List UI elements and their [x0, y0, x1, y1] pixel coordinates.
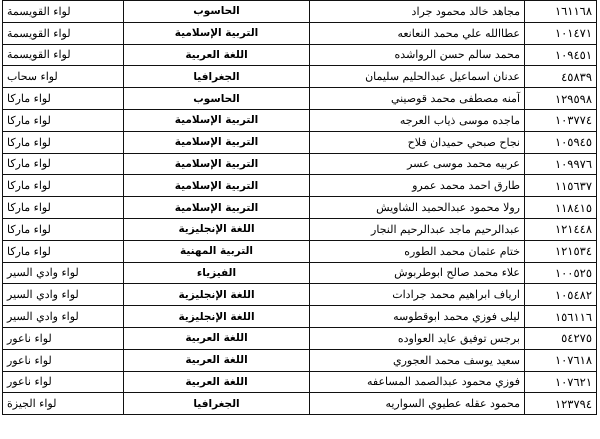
id-number-cell: ١٠٧٦٢١	[525, 371, 597, 393]
region-text: لواء القويسمة	[7, 26, 71, 40]
name-cell: ختام عثمان محمد الطوره	[310, 240, 525, 262]
table-row	[3, 197, 597, 219]
table-row	[3, 306, 597, 328]
table-row	[3, 393, 597, 415]
region-text: لواء الجيزة	[7, 397, 57, 411]
subject-cell: اللغة الإنجليزية	[124, 306, 310, 328]
table-row	[3, 153, 597, 175]
name-cell: محمد سالم حسن الرواشده	[310, 44, 525, 66]
subject-cell: اللغة العربية	[124, 327, 310, 349]
region-cell	[3, 240, 124, 262]
region-text: لواء ناعور	[7, 331, 52, 345]
id-number-cell: ١٠٩٤٥١	[525, 44, 597, 66]
region-text: لواء ماركا	[7, 222, 51, 236]
name-cell: برجس توفيق عايد العواوده	[310, 327, 525, 349]
region-cell	[3, 22, 124, 44]
table-row	[3, 1, 597, 23]
name-cell: رولا محمود عبدالحميد الشاويش	[310, 197, 525, 219]
id-number-cell: ٥٤٢٧٥	[525, 327, 597, 349]
name-cell: عدنان اسماعيل عبدالحليم سليمان	[310, 66, 525, 88]
subject-cell: التربية الإسلامية	[124, 131, 310, 153]
region-text: لواء ماركا	[7, 92, 51, 106]
name-cell: فوزي محمود عبدالصمد المساعفه	[310, 371, 525, 393]
name-cell: مجاهد خالد محمود جراد	[310, 1, 525, 23]
name-cell: عربيه محمد موسى عسر	[310, 153, 525, 175]
table-row	[3, 262, 597, 284]
region-text: لواء ناعور	[7, 353, 52, 367]
region-cell	[3, 88, 124, 110]
subject-cell: التربية الإسلامية	[124, 197, 310, 219]
subject-cell: التربية الإسلامية	[124, 109, 310, 131]
id-number-cell: ١١٨٤١٥	[525, 197, 597, 219]
id-number-cell: ١٠٣٧٧٤	[525, 109, 597, 131]
region-text: لواء وادي السير	[7, 288, 79, 302]
region-text: لواء وادي السير	[7, 266, 79, 280]
id-number-cell: ١٦١١٦٨	[525, 1, 597, 23]
table-row	[3, 284, 597, 306]
subject-cell: الحاسوب	[124, 1, 310, 23]
id-number-cell: ١٢١٥٣٤	[525, 240, 597, 262]
region-cell	[3, 262, 124, 284]
table-row	[3, 88, 597, 110]
region-cell	[3, 44, 124, 66]
table-row	[3, 327, 597, 349]
region-cell	[3, 218, 124, 240]
id-number-cell: ١٢١٤٤٨	[525, 218, 597, 240]
subject-cell: الفيزياء	[124, 262, 310, 284]
region-cell	[3, 1, 124, 23]
region-cell	[3, 284, 124, 306]
subject-cell: اللغة الإنجليزية	[124, 218, 310, 240]
table-row	[3, 44, 597, 66]
region-cell	[3, 109, 124, 131]
id-number-cell: ١٠٠٥٢٥	[525, 262, 597, 284]
region-text: لواء ماركا	[7, 157, 51, 171]
subject-cell: اللغة العربية	[124, 44, 310, 66]
id-number-cell: ١٠٥٩٤٥	[525, 131, 597, 153]
roster-table-body	[3, 1, 597, 415]
subject-cell: التربية المهنية	[124, 240, 310, 262]
id-number-cell: ١٠٧٦١٨	[525, 349, 597, 371]
id-number-cell: ١٠٥٤٨٢	[525, 284, 597, 306]
name-cell: محمود عقله عطيوي السواريه	[310, 393, 525, 415]
id-number-cell: ٤٥٨٣٩	[525, 66, 597, 88]
name-cell: طارق احمد محمد عمرو	[310, 175, 525, 197]
region-cell	[3, 197, 124, 219]
table-row	[3, 218, 597, 240]
region-text: لواء وادي السير	[7, 310, 79, 324]
region-text: لواء سحاب	[7, 70, 58, 84]
table-row	[3, 66, 597, 88]
name-cell: عطاالله علي محمد النعانعه	[310, 22, 525, 44]
subject-cell: التربية الإسلامية	[124, 153, 310, 175]
name-cell: عبدالرحيم ماجد عبدالرحيم النجار	[310, 218, 525, 240]
subject-cell: اللغة العربية	[124, 349, 310, 371]
table-row	[3, 109, 597, 131]
table-row	[3, 131, 597, 153]
id-number-cell: ١١٥٦٣٧	[525, 175, 597, 197]
region-cell	[3, 306, 124, 328]
subject-cell: الحاسوب	[124, 88, 310, 110]
region-cell	[3, 393, 124, 415]
subject-cell: التربية الإسلامية	[124, 175, 310, 197]
id-number-cell: ١٢٣٧٩٤	[525, 393, 597, 415]
region-cell	[3, 153, 124, 175]
name-cell: علاء محمد صالح ابوطربوش	[310, 262, 525, 284]
table-row	[3, 240, 597, 262]
teacher-roster-table	[2, 0, 597, 415]
name-cell: سعيد يوسف محمد العجوري	[310, 349, 525, 371]
id-number-cell: ١٠١٤٧١	[525, 22, 597, 44]
subject-cell: اللغة العربية	[124, 371, 310, 393]
region-text: لواء ناعور	[7, 375, 52, 389]
region-cell	[3, 349, 124, 371]
id-number-cell: ١٢٩٥٩٨	[525, 88, 597, 110]
name-cell: نجاح صبحي حميدان فلاح	[310, 131, 525, 153]
table-row	[3, 22, 597, 44]
region-text: لواء القويسمة	[7, 4, 71, 18]
table-row	[3, 175, 597, 197]
region-text: لواء القويسمة	[7, 48, 71, 62]
region-cell	[3, 175, 124, 197]
table-row	[3, 371, 597, 393]
subject-cell: التربية الإسلامية	[124, 22, 310, 44]
region-text: لواء ماركا	[7, 201, 51, 215]
name-cell: ماجده موسى ذياب العرجه	[310, 109, 525, 131]
subject-cell: الجغرافيا	[124, 393, 310, 415]
region-text: لواء ماركا	[7, 179, 51, 193]
name-cell: ارياف ابراهيم محمد جرادات	[310, 284, 525, 306]
region-cell	[3, 131, 124, 153]
name-cell: آمنه مصطفى محمد قوصيني	[310, 88, 525, 110]
region-cell	[3, 66, 124, 88]
region-text: لواء ماركا	[7, 244, 51, 258]
id-number-cell: ١٠٩٩٧٦	[525, 153, 597, 175]
region-cell	[3, 371, 124, 393]
region-text: لواء ماركا	[7, 135, 51, 149]
subject-cell: اللغة الإنجليزية	[124, 284, 310, 306]
region-text: لواء ماركا	[7, 113, 51, 127]
name-cell: ليلى فوزي محمد ابوقطوسه	[310, 306, 525, 328]
subject-cell: الجغرافيا	[124, 66, 310, 88]
table-row	[3, 349, 597, 371]
region-cell	[3, 327, 124, 349]
id-number-cell: ١٥٦١١٦	[525, 306, 597, 328]
